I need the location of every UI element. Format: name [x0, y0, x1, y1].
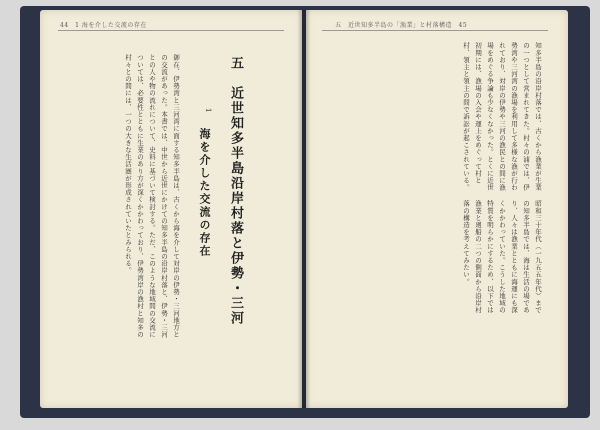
right-running-head: 五 近世知多半島の「漁業」と村落構造 45 [335, 22, 468, 29]
section-title: 海を介した交流の存在 [198, 128, 211, 258]
right-header-rule [322, 30, 548, 31]
right-body-text-bottom: 昭和三十年代（一九五五年代）までの知多半島では、海は生活の場であり、人々は漁業とともに海運にも深くかかわっていた。こうした地域の特質を明らかにするため、以下では漁業と廻船の二つの側面から沿岸村落の構造を考えてみたい。 [462, 200, 542, 314]
left-header-rule [58, 30, 284, 31]
right-body-text-top: 知多半島の沿岸村落では、古くから漁業が生業の一つとして営まれてきた。村々の浦では、伊勢湾や三河湾の漁場を利用して多様な漁が行われており、対岸の伊勢や三河の漁民との間に漁場をめぐる争論も少なくなかった。とくに近世初期には、漁場の入会や運上をめぐって村と村、領主と領主の間で訴訟が起こされている。 [462, 42, 542, 192]
left-running-head: 44 1 海を介した交流の存在 [60, 22, 147, 29]
section-number: 1 [204, 108, 212, 113]
chapter-title [226, 56, 245, 326]
chapter-title-text: 近世知多半島沿岸村落と伊勢・三河 [228, 86, 243, 326]
chapter-number: 五 [228, 56, 243, 71]
book-gutter [298, 10, 310, 408]
left-body-text: 御在、伊勢湾と三河湾に面する知多半島は、古くから海を介して対岸の伊勢・三河地方との交流があった。本書では、中世から近世にかけての知多半島の沿岸村落と、伊勢・三河との人や物の流れについて、史料に基づいて検討する。ただ、このような地域間の交流については、必要性とともに生業のあり方が深くかかわっており、伊勢湾岸の漁村と知多の村々との間には、一つの大きな生活圏が形成されていたとみられる。 [124, 54, 180, 338]
